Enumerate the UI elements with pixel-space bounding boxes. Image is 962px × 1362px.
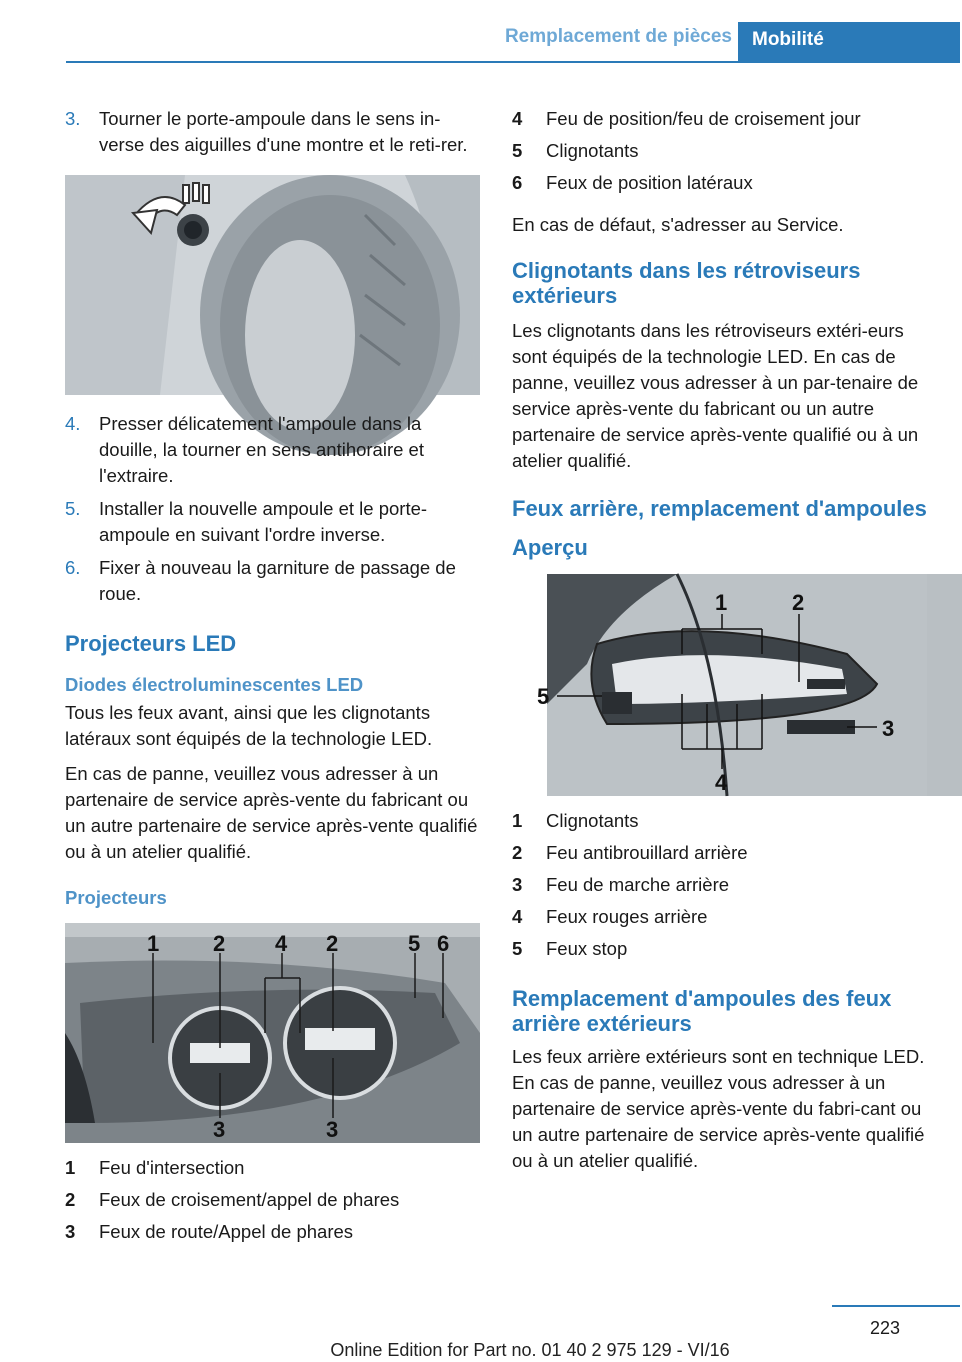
legend-text: Clignotants bbox=[546, 810, 639, 831]
legend-text: Feu d'intersection bbox=[99, 1157, 245, 1178]
taillight-label-3: 3 bbox=[882, 716, 895, 741]
taillight-label-2: 2 bbox=[792, 590, 805, 615]
headlight-label-6: 6 bbox=[437, 931, 450, 956]
headlight-label-5: 5 bbox=[408, 931, 421, 956]
headlight-figure bbox=[65, 923, 480, 1143]
step-text: Installer la nouvelle ampoule et le porte-ampoule en suivant l'ordre inverse. bbox=[99, 498, 428, 545]
legend-item bbox=[512, 170, 932, 196]
header-section-title: Remplacement de pièces bbox=[504, 26, 732, 47]
legend-text: Feux de position latéraux bbox=[546, 172, 753, 193]
steps-list-b bbox=[65, 411, 482, 607]
footer-rule bbox=[832, 1305, 960, 1307]
headlight-label-3a: 3 bbox=[213, 1117, 226, 1142]
legend-number: 4 bbox=[512, 906, 523, 927]
step-number: 4. bbox=[65, 413, 81, 434]
heading-feux-exterieurs: Remplacement d'ampoules des feux arrière extérieurs bbox=[512, 986, 892, 1036]
headlight-label-2a: 2 bbox=[213, 931, 226, 956]
legend-item bbox=[512, 936, 932, 962]
headlight-label-2b: 2 bbox=[326, 931, 339, 956]
headlight-legend bbox=[65, 1155, 482, 1245]
headlight-label-3b: 3 bbox=[326, 1117, 339, 1142]
edition-note: Online Edition for Part no. 01 40 2 975 129 - VI/16 bbox=[330, 1340, 730, 1360]
right-column bbox=[512, 106, 932, 1183]
paragraph-feux-exterieurs: Les feux arrière extérieurs sont en technique LED. En cas de panne, veuillez vous adresser à un partenaire de service après-vente du fabri‐cant ou un autre partenaire de service après-vente qualifié ou à un atelier qualifié. bbox=[512, 1046, 925, 1171]
legend-number: 1 bbox=[512, 810, 523, 831]
taillight-label-5: 5 bbox=[537, 684, 550, 709]
wheel-arch-illustration bbox=[65, 175, 480, 395]
header-rule bbox=[66, 61, 960, 63]
legend-text: Feux rouges arrière bbox=[546, 906, 708, 927]
legend-number: 5 bbox=[512, 140, 523, 161]
taillight-label-1: 1 bbox=[715, 590, 728, 615]
legend-text: Feux de route/Appel de phares bbox=[99, 1221, 354, 1242]
step-4 bbox=[65, 411, 482, 489]
heading-projecteurs-led: Projecteurs LED bbox=[65, 631, 237, 656]
legend-item bbox=[512, 808, 932, 834]
subheading-diodes: Diodes électroluminescentes LED bbox=[65, 674, 364, 695]
legend-number: 6 bbox=[512, 172, 523, 193]
legend-number: 2 bbox=[512, 842, 523, 863]
heading-clignotants-retroviseurs: Clignotants dans les rétroviseurs extérieurs bbox=[512, 258, 861, 308]
legend-text: Feu de marche arrière bbox=[546, 874, 730, 895]
legend-item bbox=[512, 138, 932, 164]
headlight-label-1: 1 bbox=[147, 931, 160, 956]
paragraph-defaut: En cas de défaut, s'adresser au Service. bbox=[512, 214, 844, 235]
legend-text: Feux de croisement/appel de phares bbox=[99, 1189, 400, 1210]
legend-text: Feux stop bbox=[546, 938, 628, 959]
paragraph-led-2: En cas de panne, veuillez vous adresser à un partenaire de service après-vente du fabricant ou un autre partenaire de service après-vente qualifié ou à un atelier qualifié. bbox=[65, 763, 478, 862]
legend-text: Clignotants bbox=[546, 140, 639, 161]
legend-text: Feu de position/feu de croisement jour bbox=[546, 108, 861, 129]
headlight-legend-cont bbox=[512, 106, 932, 196]
taillight-figure bbox=[537, 574, 962, 796]
step-number: 5. bbox=[65, 498, 81, 519]
legend-text: Feu antibrouillard arrière bbox=[546, 842, 748, 863]
heading-feux-arriere: Feux arrière, remplacement d'ampoules bbox=[512, 496, 927, 521]
legend-item bbox=[65, 1187, 482, 1213]
legend-item bbox=[512, 106, 932, 132]
legend-number: 3 bbox=[512, 874, 523, 895]
step-text: Presser délicatement l'ampoule dans la douille, la tourner en sens antihoraire et l'extraire. bbox=[99, 413, 424, 486]
headlight-label-4: 4 bbox=[275, 931, 288, 956]
legend-item bbox=[512, 840, 932, 866]
legend-number: 2 bbox=[65, 1189, 76, 1210]
legend-number: 4 bbox=[512, 108, 523, 129]
step-5 bbox=[65, 496, 482, 548]
taillight-legend bbox=[512, 808, 932, 962]
step-3 bbox=[65, 106, 482, 158]
wheel-arch-figure bbox=[65, 175, 480, 395]
subheading-projecteurs: Projecteurs bbox=[65, 887, 167, 908]
legend-item bbox=[512, 872, 932, 898]
paragraph-led-1: Tous les feux avant, ainsi que les clignotants latéraux sont équipés de la technologie LED. bbox=[65, 702, 433, 749]
step-number: 3. bbox=[65, 108, 81, 129]
legend-number: 3 bbox=[65, 1221, 76, 1242]
left-column bbox=[65, 106, 482, 1251]
taillight-label-4: 4 bbox=[715, 770, 728, 795]
header-chapter-tab: Mobilité bbox=[738, 22, 960, 63]
taillight-illustration bbox=[537, 574, 927, 796]
legend-number: 1 bbox=[65, 1157, 76, 1178]
legend-item bbox=[65, 1219, 482, 1245]
step-text: Fixer à nouveau la garniture de passage de roue. bbox=[99, 557, 456, 604]
page-number: 223 bbox=[869, 1318, 900, 1338]
legend-item bbox=[512, 904, 932, 930]
heading-apercu: Aperçu bbox=[512, 535, 588, 560]
paragraph-clignotants: Les clignotants dans les rétroviseurs extéri‐eurs sont équipés de la technologie LED. En cas de panne, veuillez vous adresser à un par‐tenaire de service après-vente du fabricant ou un autre partenaire de service après-vente qualifié ou à un atelier qualifié. bbox=[512, 320, 919, 471]
headlight-illustration bbox=[65, 923, 480, 1143]
step-6 bbox=[65, 555, 482, 607]
step-text: Tourner le porte-ampoule dans le sens in‐verse des aiguilles d'une montre et le reti‐rer. bbox=[99, 108, 468, 155]
step-number: 6. bbox=[65, 557, 81, 578]
legend-item bbox=[65, 1155, 482, 1181]
legend-number: 5 bbox=[512, 938, 523, 959]
